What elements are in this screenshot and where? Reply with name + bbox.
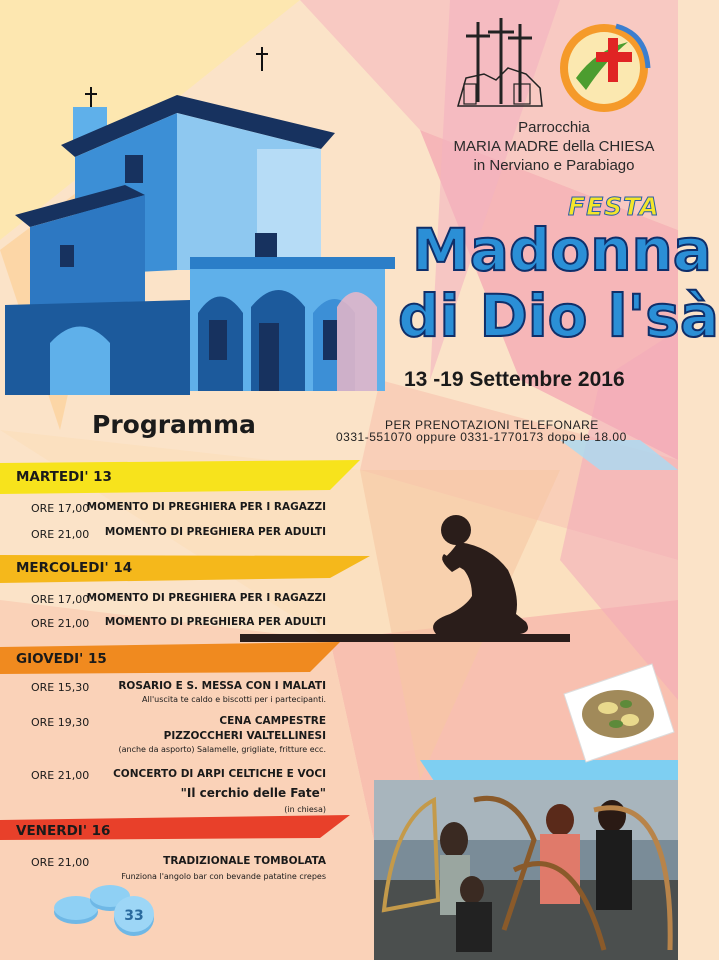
booking-line-1: PER PRENOTAZIONI TELEFONARE (385, 418, 599, 432)
event-dates: 13 -19 Settembre 2016 (404, 368, 625, 391)
event-time: ORE 21,00 (31, 769, 90, 782)
event-note: (anche da asporto) Salamelle, grigliate, fritture ecc. (118, 745, 326, 754)
event-time: ORE 21,00 (31, 617, 90, 630)
event-title: MOMENTO DI PREGHIERA PER I RAGAZZI (86, 501, 326, 513)
event-time: ORE 21,00 (31, 528, 90, 541)
event-time: ORE 17,00 (31, 502, 90, 515)
event-note: (in chiesa) (284, 805, 326, 814)
parish-line-2: MARIA MADRE della CHIESA (453, 138, 655, 155)
parish-name (430, 118, 678, 175)
festa-label: FESTA (568, 192, 660, 221)
event-note: All'uscita te caldo e biscotti per i partecipanti. (142, 695, 326, 704)
pizzoccheri-plate-image (556, 664, 676, 764)
event-subtitle: PIZZOCCHERI VALTELLINESI (163, 730, 326, 742)
event-time: ORE 21,00 (31, 856, 90, 869)
event-title: TRADIZIONALE TOMBOLATA (163, 855, 326, 867)
event-note: Funziona l'angolo bar con bevande patatine crepes (121, 872, 326, 881)
day-label-mercoledi: MERCOLEDI' 14 (16, 560, 133, 576)
day-label-giovedi: GIOVEDI' 15 (16, 651, 107, 667)
event-title: MOMENTO DI PREGHIERA PER I RAGAZZI (86, 592, 326, 604)
praying-figure-silhouette (240, 510, 570, 650)
event-time: ORE 17,00 (31, 593, 90, 606)
parish-line-1: Parrocchia (518, 119, 590, 136)
tombola-pieces-icon (50, 880, 160, 940)
calvary-church-logo (456, 18, 544, 110)
event-title: CENA CAMPESTRE (219, 715, 326, 727)
programma-heading: Programma (92, 410, 256, 439)
booking-line-2: 0331-551070 oppure 0331-1770173 dopo le 18.00 (336, 430, 627, 444)
event-title: ROSARIO E S. MESSA CON I MALATI (118, 680, 326, 692)
harp-concert-photo (374, 780, 678, 960)
parish-line-3: in Nerviano e Parabiago (473, 157, 635, 174)
pastoral-community-logo (556, 20, 654, 114)
day-label-martedi: MARTEDI' 13 (16, 469, 112, 485)
event-time: ORE 19,30 (31, 716, 90, 729)
event-time: ORE 15,30 (31, 681, 90, 694)
event-title: MOMENTO DI PREGHIERA PER ADULTI (104, 526, 326, 538)
event-quote: "Il cerchio delle Fate" (180, 786, 326, 800)
title-line-2: di Dio l'sà (398, 282, 719, 350)
church-illustration (5, 45, 395, 395)
title-line-1: Madonna (412, 216, 712, 284)
tombola-number: 33 (124, 908, 144, 924)
event-title: CONCERTO DI ARPI CELTICHE E VOCI (113, 768, 326, 780)
event-title: MOMENTO DI PREGHIERA PER ADULTI (104, 616, 326, 628)
day-label-venerdi: VENERDI' 16 (16, 823, 111, 839)
